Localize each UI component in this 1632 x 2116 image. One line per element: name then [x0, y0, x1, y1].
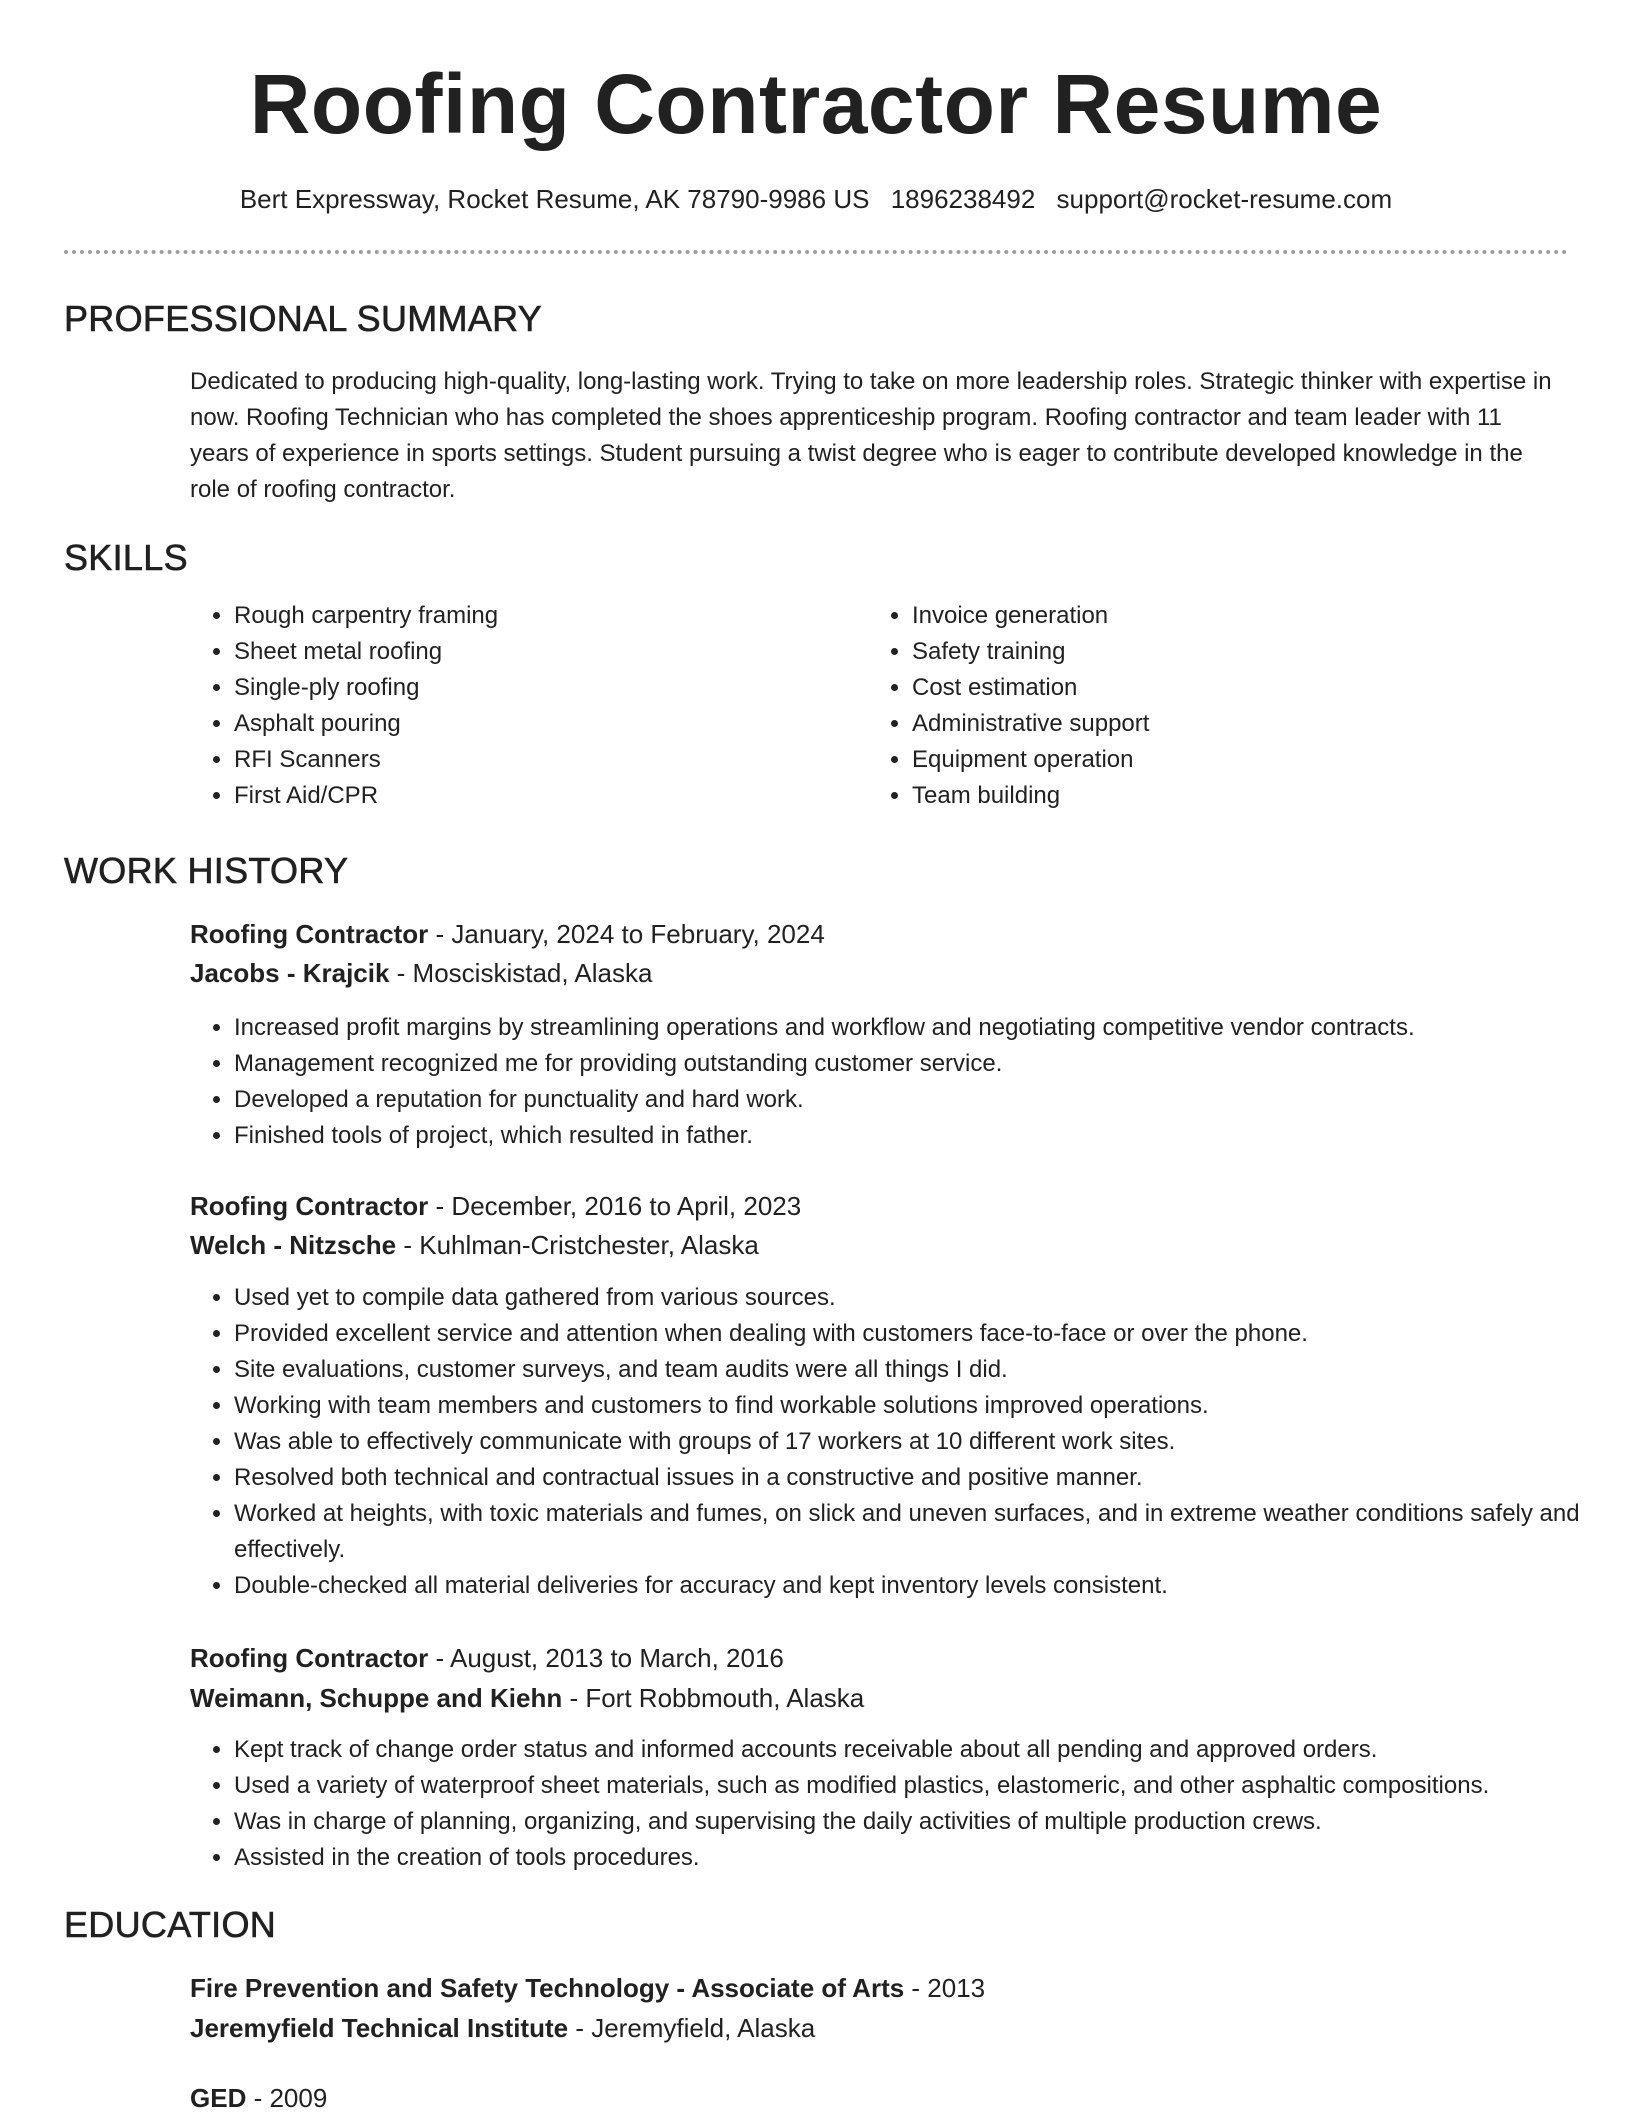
section-heading-work-history: WORK HISTORY: [64, 850, 349, 891]
job-bullets: [190, 1280, 1604, 1604]
job-title-line: [190, 916, 825, 952]
education-degree-line: [190, 2080, 327, 2116]
job-title-line: [190, 1640, 784, 1676]
list-item: • Used a variety of waterproof sheet materials, such as modified plastics, elastomeric, and other asphaltic compositions.: [234, 1768, 1614, 1804]
list-item: • Administrative support: [912, 706, 1552, 742]
job-dates: - December, 2016 to April, 2023: [428, 1191, 802, 1221]
job-bullets: [190, 1010, 1604, 1154]
job-location: - Kuhlman-Cristchester, Alaska: [396, 1230, 759, 1260]
list-item: • Developed a reputation for punctuality and hard work.: [234, 1082, 1604, 1118]
contact-address: Bert Expressway, Rocket Resume, AK 78790-9986 US: [239, 184, 870, 214]
job-title: Roofing Contractor: [190, 1191, 429, 1221]
list-item: • Finished tools of project, which resulted in father.: [234, 1118, 1604, 1154]
list-item: • Asphalt pouring: [234, 706, 854, 742]
contact-phone: 1896238492: [890, 184, 1036, 214]
contact-email: support@rocket-resume.com: [1056, 184, 1393, 214]
header-divider: [64, 250, 1568, 254]
job-title: Roofing Contractor: [190, 1643, 429, 1673]
contact-info: [0, 182, 1632, 216]
job-location: - Fort Robbmouth, Alaska: [562, 1683, 865, 1713]
skills-list-left: [190, 598, 854, 814]
job-title-line: [190, 1188, 801, 1224]
list-item: • Rough carpentry framing: [234, 598, 854, 634]
job-company-line: [190, 1227, 759, 1263]
list-item: • Was able to effectively communicate with groups of 17 workers at 10 different work sites.: [234, 1424, 1604, 1460]
education-location: - Jeremyfield, Alaska: [568, 2013, 816, 2043]
section-heading-skills: SKILLS: [64, 537, 188, 578]
resume-title: Roofing Contractor Resume: [249, 57, 1383, 151]
list-item: • Invoice generation: [912, 598, 1552, 634]
list-item: • Safety training: [912, 634, 1552, 670]
list-item: • Used yet to compile data gathered from various sources.: [234, 1280, 1604, 1316]
education-degree: Fire Prevention and Safety Technology - Associate of Arts: [190, 1973, 905, 2003]
job-company: Jacobs - Krajcik: [190, 958, 390, 988]
skills-list-right: [868, 598, 1552, 814]
job-dates: - January, 2024 to February, 2024: [428, 919, 825, 949]
education-degree: GED: [190, 2083, 247, 2113]
education-year: - 2013: [904, 1973, 986, 2003]
list-item: • Assisted in the creation of tools procedures.: [234, 1840, 1614, 1876]
list-item: • Provided excellent service and attention when dealing with customers face-to-face or over the phone.: [234, 1316, 1604, 1352]
list-item: • Management recognized me for providing outstanding customer service.: [234, 1046, 1604, 1082]
list-item: • Double-checked all material deliveries for accuracy and kept inventory levels consistent.: [234, 1568, 1604, 1604]
list-item: • Working with team members and customers to find workable solutions improved operations.: [234, 1388, 1604, 1424]
job-bullets: [190, 1732, 1614, 1876]
education-school-line: [190, 2010, 815, 2046]
list-item: • Resolved both technical and contractual issues in a constructive and positive manner.: [234, 1460, 1604, 1496]
job-location: - Mosciskistad, Alaska: [389, 958, 653, 988]
section-heading-summary: PROFESSIONAL SUMMARY: [64, 298, 543, 339]
list-item: • Single-ply roofing: [234, 670, 854, 706]
list-item: • First Aid/CPR: [234, 778, 854, 814]
list-item: • RFI Scanners: [234, 742, 854, 778]
education-degree-line: [190, 1970, 985, 2006]
job-company-line: [190, 955, 652, 991]
list-item: • Kept track of change order status and informed accounts receivable about all pending and approved orders.: [234, 1732, 1614, 1768]
list-item: • Sheet metal roofing: [234, 634, 854, 670]
list-item: • Cost estimation: [912, 670, 1552, 706]
list-item: • Worked at heights, with toxic materials and fumes, on slick and uneven surfaces, and in extreme weather conditions safely and effectively.: [234, 1496, 1604, 1568]
list-item: • Site evaluations, customer surveys, and team audits were all things I did.: [234, 1352, 1604, 1388]
list-item: • Equipment operation: [912, 742, 1552, 778]
job-company: Welch - Nitzsche: [190, 1230, 397, 1260]
summary-text: Dedicated to producing high-quality, long-lasting work. Trying to take on more leadership roles. Strategic thinker with expertise in now. Roofing Technician who has completed the shoes apprenticeship program. Roofing contractor and team leader with 11 years of experience in sports settings. Student pursuing a twist degree who is eager to contribute developed knowledge in the role of roofing contractor.: [190, 368, 1552, 503]
job-dates: - August, 2013 to March, 2016: [428, 1643, 784, 1673]
list-item: • Team building: [912, 778, 1552, 814]
job-title: Roofing Contractor: [190, 919, 429, 949]
education-year: - 2009: [246, 2083, 328, 2113]
section-heading-education: EDUCATION: [64, 1904, 277, 1945]
list-item: • Was in charge of planning, organizing, and supervising the daily activities of multiple production crews.: [234, 1804, 1614, 1840]
education-school: Jeremyfield Technical Institute: [190, 2013, 569, 2043]
list-item: • Increased profit margins by streamlining operations and workflow and negotiating competitive vendor contracts.: [234, 1010, 1604, 1046]
job-company-line: [190, 1680, 864, 1716]
job-company: Weimann, Schuppe and Kiehn: [190, 1683, 563, 1713]
